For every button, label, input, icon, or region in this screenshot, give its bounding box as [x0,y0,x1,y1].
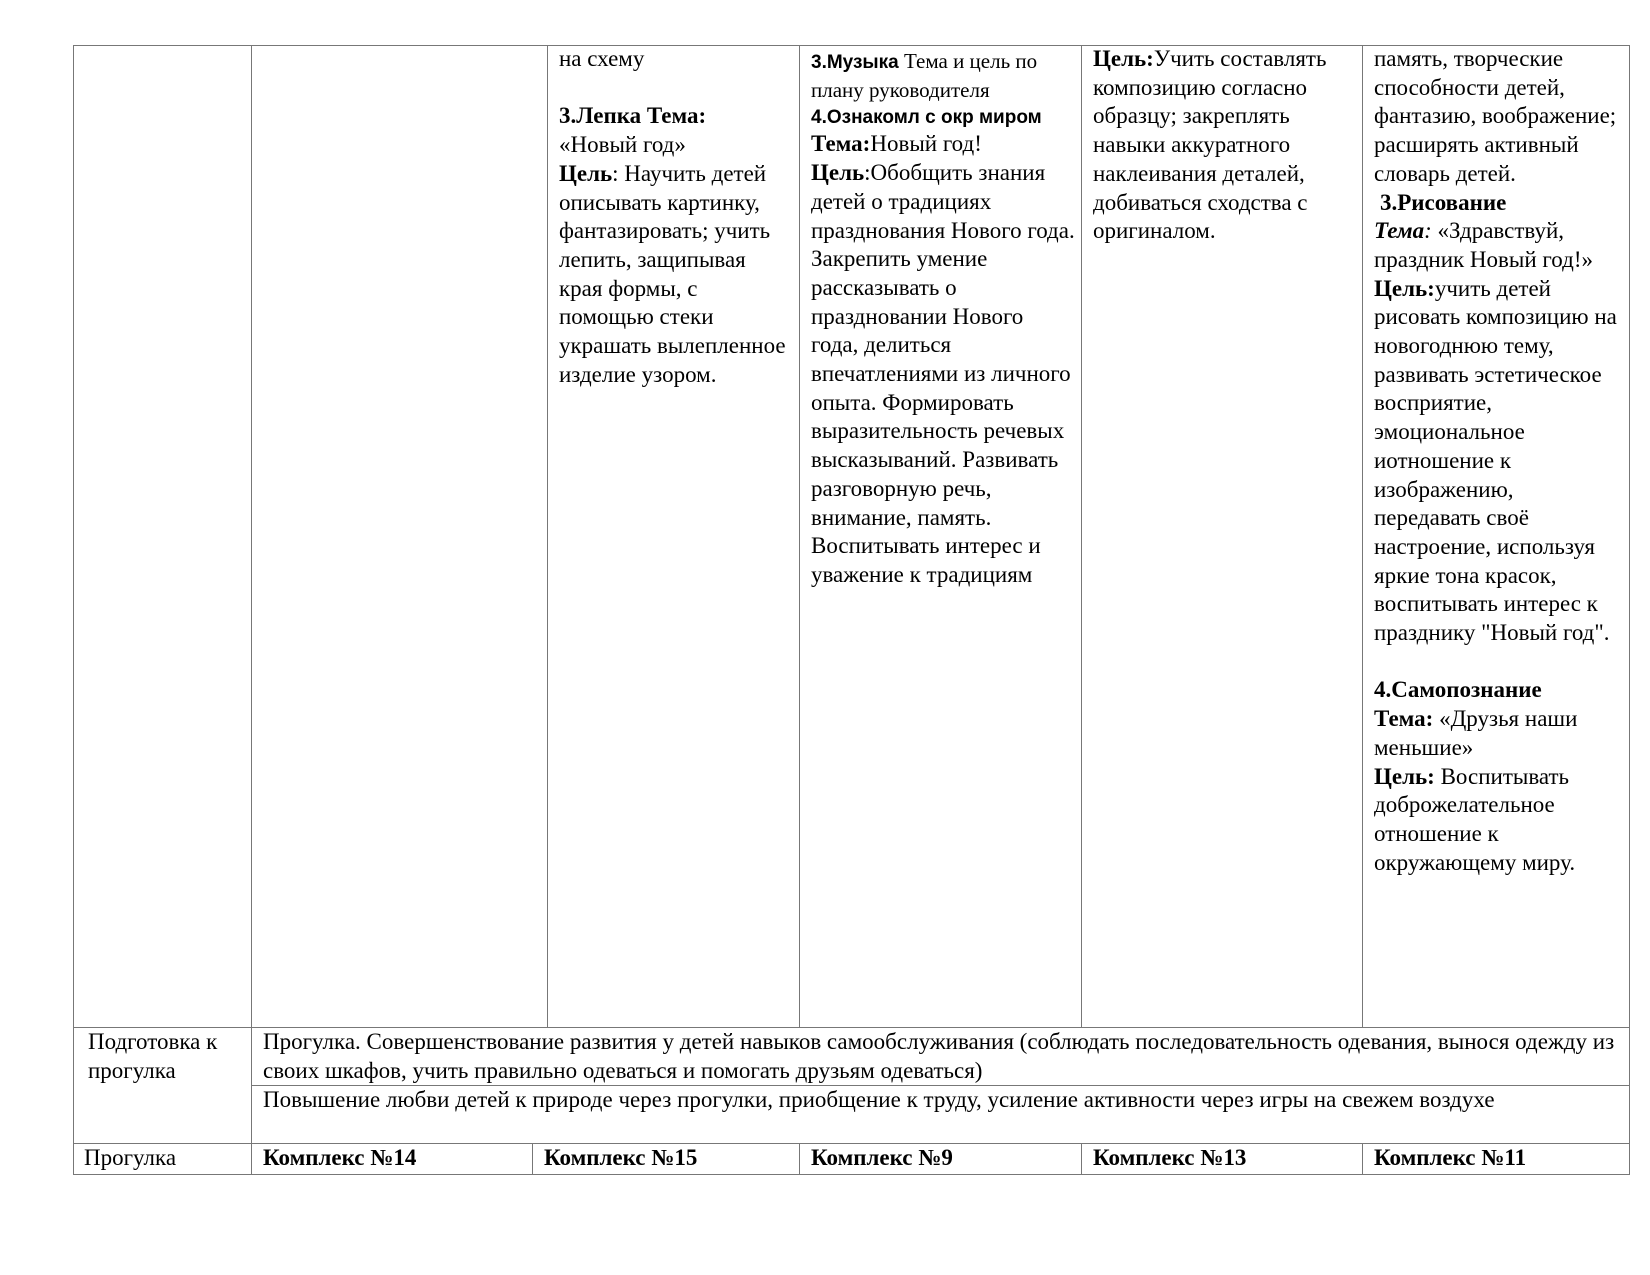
lesson-title: 4.Ознакомл с окр миром [811,107,1042,129]
theme-text: Новый год! [870,131,982,157]
col-divider-4 [1081,45,1082,1027]
cell-complex-1 [263,1144,525,1173]
cell-text: Прогулка. Совершенствование развития у детей навыков самообслуживания (соблюдать последовательность одевания, вынося одежду из своих шкафов, учить правильно одеваться и помогать друзьям одеваться) [263,1029,1615,1083]
theme-label: Тема: [811,131,871,157]
lesson-text: Тема и цель по плану руководителя [811,49,1038,102]
complex-label: Комплекс №13 [1093,1145,1247,1170]
row-label: Подготовка к прогулка [88,1029,218,1083]
cell-complex-5 [1374,1144,1624,1173]
goal-text: : Научить детей описывать картинку, фантазировать; учить лепить, защипывая края формы, с помощью стеки украшать вылепленное изделие узором. [559,160,786,387]
goal-label: Цель: [1374,275,1435,301]
col-divider-2 [547,45,548,1027]
row-label: Прогулка [84,1145,177,1170]
goal-label: Цель: [1093,46,1154,71]
lesson-theme: «Новый год» [559,132,686,158]
theme-label: Тема: [1374,706,1434,732]
col-divider-5-walk [1362,1143,1363,1174]
table-border-right [1629,45,1630,1174]
goal-text: :Обобщить знания детей о традициях празднования Нового года. Закрепить умение рассказывать о праздновании Нового года, делиться впечатлениями из личного опыта. Формировать выразительность речевых высказываний. Развивать разговорную речь, внимание, память. Воспитывать интерес и уважение к традициям [811,160,1075,587]
theme-text: «Друзья наши меньшие» [1374,706,1578,760]
col-divider-3-walk [799,1143,800,1174]
col-divider-2-walk [532,1143,533,1174]
table-border-left [73,45,74,1174]
goal-text: Учить составлять композицию согласно образцу; закреплять навыки аккуратного наклеивания деталей, добиваться сходства с оригиналом. [1093,46,1327,244]
theme-text: «Здравствуй, праздник Новый год!» [1374,218,1593,272]
goal-text: Воспитывать доброжелательное отношение к окружающему миру. [1374,763,1576,875]
goal-label: Цель [811,160,865,186]
table-border-bottom [73,1174,1630,1175]
cell-prep-row1 [263,1028,1623,1085]
cell-drawing-self [1374,45,1624,877]
cell-text: на схему [559,46,645,71]
cell-text: Повышение любви детей к природе через прогулки, приобщение к труду, усиление активности через игры на свежем воздухе [263,1087,1495,1112]
cell-prep-row2 [263,1086,1623,1115]
cell-text: память, творческие способности детей, фантазию, воображение; расширять активный словарь детей. [1374,46,1617,186]
goal-label: Цель [559,160,613,186]
complex-label: Комплекс №15 [544,1145,698,1170]
goal-label: Цель: [1374,763,1435,789]
lesson-title: 3.Лепка Тема: [559,103,707,129]
cell-complex-2 [544,1144,794,1173]
cell-modeling [559,45,791,389]
theme-colon: : [1424,218,1432,244]
cell-complex-3 [811,1144,1073,1173]
row-label-walk [84,1144,244,1173]
complex-label: Комплекс №11 [1374,1145,1527,1170]
row-label-prep [88,1028,246,1085]
lesson-title: 3.Музыка [811,52,899,73]
cell-complex-4 [1093,1144,1355,1173]
lesson-title: 4.Самопознание [1374,677,1542,703]
theme-label: Тема [1374,218,1425,244]
col-divider-3 [799,45,800,1027]
col-divider-1 [251,45,252,1174]
col-divider-5 [1362,45,1363,1027]
complex-label: Комплекс №14 [263,1145,417,1170]
cell-music-world [811,47,1075,590]
lesson-title: 3.Рисование [1380,189,1507,215]
complex-label: Комплекс №9 [811,1145,953,1170]
cell-applique [1093,45,1355,246]
goal-text: учить детей рисовать композицию на новогоднюю тему, развивать эстетическое восприятие, эмоциональное иотношение к изображению, передавать своё настроение, используя яркие тона красок, воспитывать интерес к празднику "Новый год". [1374,275,1617,646]
col-divider-4-walk [1081,1143,1082,1174]
